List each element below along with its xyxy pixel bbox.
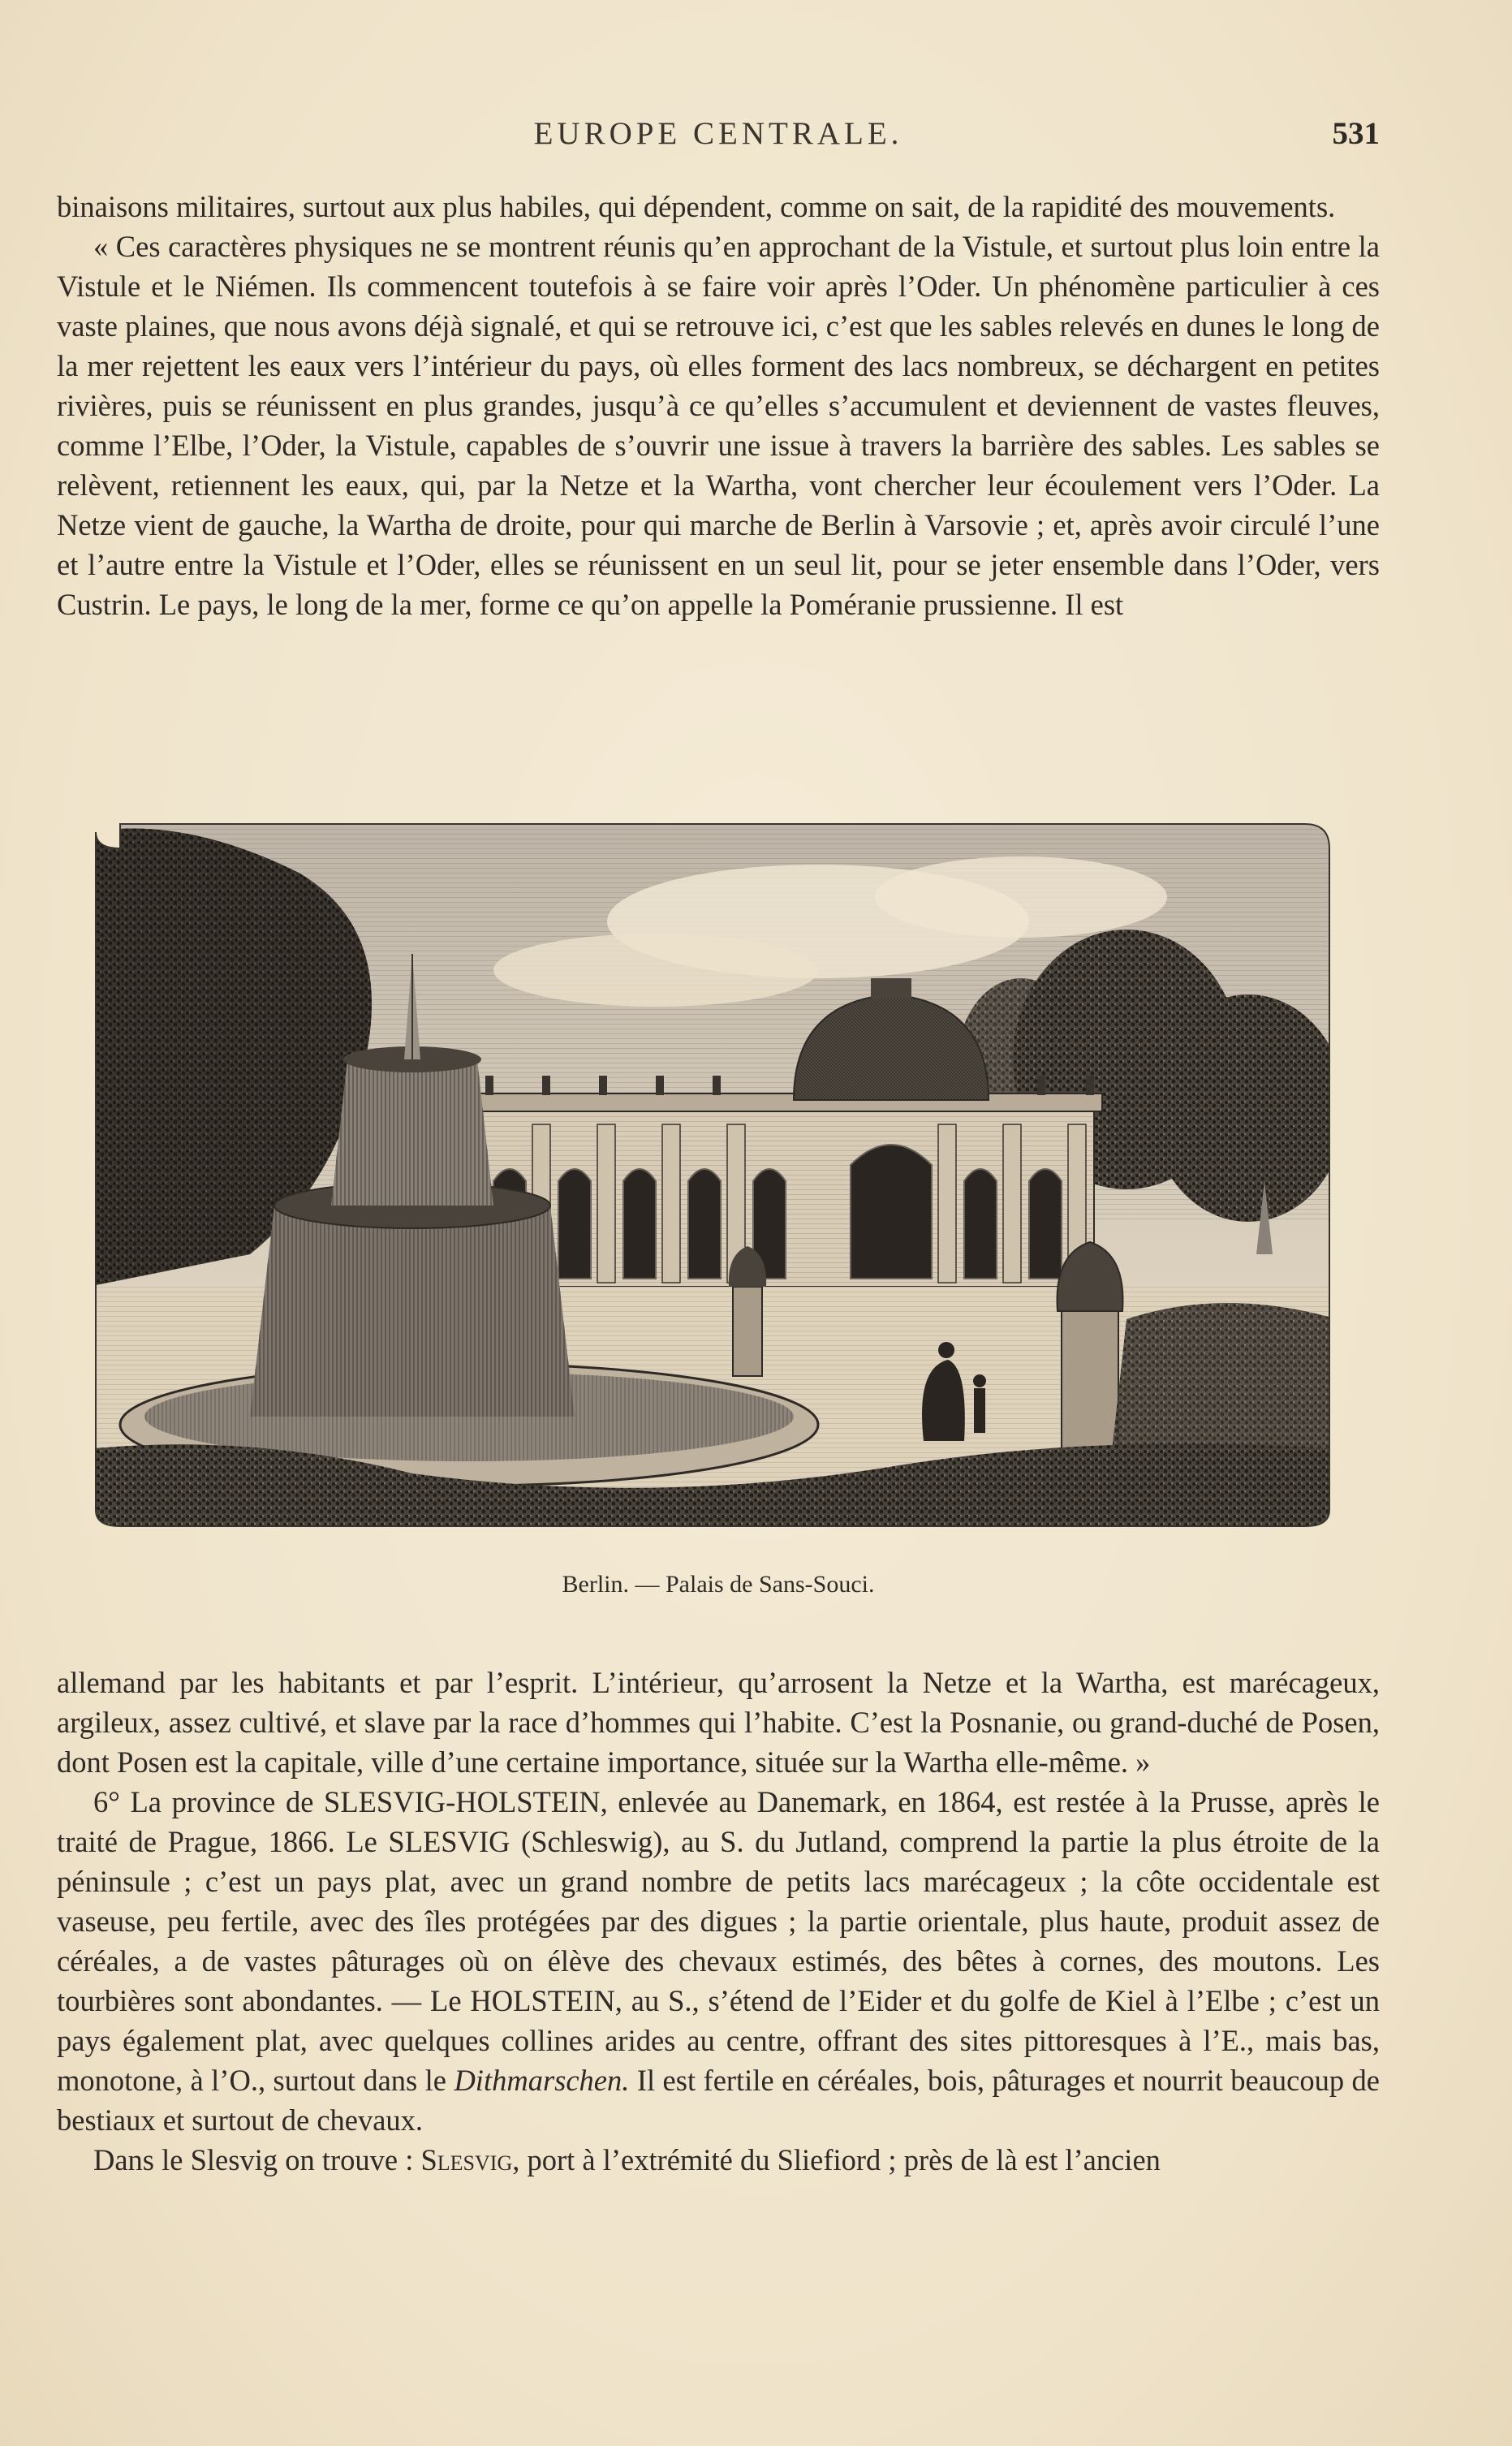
top-text-block — [57, 187, 1380, 624]
paragraph-quote: « Ces caractères physiques ne se montrent réunis qu’en approchant de la Vistule, et surtout plus loin entre la Vistule et le Niémen. Ils commencent toutefois à se faire voir après l’Oder. Un phénomène particulier à ces vaste plaines, que nous avons déjà signalé, et qui se retrouve ici, c’est que les sables relevés en dunes le long de la mer rejettent les eaux vers l’intérieur du pays, où elles forment des lacs nombreux, se déchargent en petites rivières, puis se réunissent en plus grandes, jusqu’à ce qu’elles s’accumulent et deviennent de vastes fleuves, comme l’Elbe, l’Oder, la Vistule, capables de s’ouvrir une issue à travers la barrière des sables. Les sables se relèvent, retiennent les eaux, qui, par la Netze et la Wartha, vont chercher leur écoulement vers l’Oder. La Netze vient de gauche, la Wartha de droite, pour qui marche de Berlin à Varsovie ; et, après avoir circulé l’une et l’autre entre la Vistule et l’Oder, elles se réunissent en un seul lit, pour se jeter ensemble dans l’Oder, vers Custrin. Le pays, le long de la mer, forme ce qu’on appelle la Poméranie prussienne. Il est — [57, 230, 1380, 621]
towns-tail: port à l’extrémité du Sliefiord ; près de là est l’ancien — [527, 2143, 1161, 2176]
paragraph-slesvig-holstein — [57, 1782, 1380, 2140]
figure-caption: Berlin. — Palais de Sans-Souci. — [562, 1571, 875, 1598]
paragraph-continuation-after-figure: allemand par les habitants et par l’esprit. L’intérieur, qu’arrosent la Netze et la Wartha, est marécageux, argileux, assez cultivé, et slave par la race d’hommes qui l’habite. C’est la Posnanie, ou grand-duché de Posen, dont Posen est la capitale, ville d’une certaine importance, située sur la Wartha elle-même. » — [57, 1666, 1380, 1779]
slesvig-holstein-tail: Il est fertile en céréales, bois, pâturages et nourrit beaucoup de bestiaux et surtout de chevaux. — [57, 2064, 1381, 2137]
page-header — [57, 115, 1380, 156]
engraving-illustration — [88, 800, 1338, 1542]
running-title: EUROPE CENTRALE. — [533, 116, 903, 151]
page-number: 531 — [1332, 116, 1380, 151]
slesvig-holstein-text: 6° La province de SLESVIG-HOLSTEIN, enlevée au Danemark, en 1864, est restée à la Prusse, après le traité de Prague, 1866. Le SLESVIG (Schleswig), au S. du Jutland, comprend la partie la plus étroite de la péninsule ; c’est un pays plat, avec un grand nombre de petits lacs marécageux ; la côte occidentale est vaseuse, peu fertile, avec des îles protégées par des digues ; la partie orientale, plus haute, produit assez de céréales, a de vastes pâturages où on élève des chevaux estimés, des bêtes à cornes, des moutons. Les tourbières sont abondantes. — Le HOLSTEIN, au S., s’étend de l’Eider et du golfe de Kiel à l’Elbe ; c’est un pays également plat, avec quelques collines arides au centre, offrant des sites pittoresques à l’E., mais bas, monotone, à l’O., surtout dans le — [57, 1785, 1380, 2097]
paragraph-slesvig-towns — [57, 2140, 1380, 2180]
paragraph-continuation: binaisons militaires, surtout aux plus habiles, qui dépendent, comme on sait, de la rapidité des mouvements. — [57, 190, 1336, 223]
dithmarschen-italic: Dithmarschen. — [454, 2064, 630, 2097]
sans-souci-engraving — [88, 800, 1338, 1542]
bottom-text-block — [57, 1663, 1380, 2180]
slesvig-smallcaps: Slesvig, — [420, 2143, 520, 2176]
towns-lead: Dans le Slesvig on trouve : — [93, 2143, 414, 2176]
